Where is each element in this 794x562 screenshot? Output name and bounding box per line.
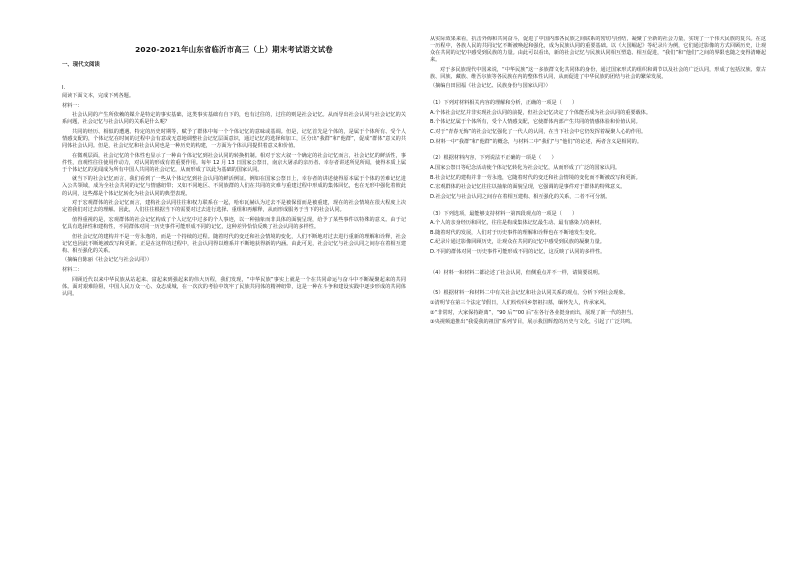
instruction-line: 阅读下面文本，完成下列各题。	[62, 93, 134, 99]
option-d: D.材料一中“我群”和“他群”的概念，与材料二中“我们”与“他们”的论述，两者含义是相同的。	[430, 138, 642, 145]
option-b: B.随着时代的发展，人们对于历史事件的理解和诠释也在不断地发生变化。	[430, 229, 600, 236]
right-column	[430, 36, 766, 556]
option-a: A.国家公祭日等纪念活动使个体记忆转化为社会记忆，从而形成了广泛的国家认同。	[430, 164, 621, 171]
paragraph: 就当下的社会记忆而言，我们看到了一些从个体记忆到社会认同的鲜活例证。例如在国家公祭日上，幸存者的讲述使得原本属于个体的苦难记忆进入公共领域，成为全社会共同的记忆与情感纽带；又如不同地区、不同族群的人们在共同的灾难与重建过程中形成的集体回忆，也在无形中强化着彼此的认同，这些都是个体记忆转化为社会认同的典型表现。	[62, 176, 406, 197]
paragraph: 值得重视的是，宏观群体的社会记忆构成了个人记忆中过多的个人事迹，以一种抽象而非具体的面貌呈现，给予了某些事件以特殊的意义。由于记忆具有选择性和建构性，不同群体对同一历史事件可能形成不同的记忆，这种差异恰恰反映了社会认同的多样性。	[62, 216, 406, 230]
option-c: C.对于“青春无悔”的社会记忆强化了一代人的认同，在当下社会中它仍发挥着凝聚人心的作用。	[430, 129, 647, 136]
question-1: （1）下列对材料相关内容的理解和分析，正确的一项是（ ）	[430, 100, 578, 107]
paragraph: 共同的经历、相似的遭遇、特定的历史时期等，赋予了群体中每一个个体记忆的意味或基调。但是，记忆首先是个体的，是属于个体所有、受个人情感支配的，个体记忆在时间的过程中会有意或无意地调整社会记忆层面意识，通过记忆的选择和加工，区分出“我群”和“他群”，促成“群体”意义的共同体社会认同。但是，社会记忆和社会认同也是一种历史的构建，一方面为个体认同提供着意义和价值。	[62, 128, 406, 150]
source-citation: （摘编自田园福《社会记忆、民族身份与国家认同》）	[430, 83, 551, 90]
option-a: A.个人的亲身经历和回忆，往往是构成集体记忆最生动、最有感染力的素材。	[430, 220, 605, 227]
material-label: 材料一：	[62, 102, 83, 109]
paragraph: 对于宏观群体的社会记忆而言，建构社会认同往往和权力联系在一起，哈布瓦赫认为过去不是被保留而是被重建，现在的社会情境在很大程度上决定着我们对过去的理解。因此，人们往往根据当下的需要对过去进行选择、重组和再解释，从而形成服务于当下的社会认同。	[62, 200, 406, 214]
option-c: C.宏观群体的社会记忆往往以抽象的面貌呈现，它强调的是事件对于群体的特殊意义。	[430, 184, 626, 191]
option-d: D.不同的群体对同一历史事件可能形成不同的记忆，这反映了认同的多样性。	[430, 249, 606, 256]
paragraph: 从实际效果来看，抗击外侮和共同奋斗，促进了中国内部各民族之间联系的密切与团结，凝聚了全新的社会力量，实现了一个伟大民族的复兴。在这一历程中，各族人民的共同记忆不断被唤起和强化，成为民族认同的重要基础。以《大国崛起》等纪录片为例，它们通过影像的方式回顾历史，让观众在共同的记忆中感受到民族的力量。由此可以看出，新的社会记忆与民族认同相互塑造、相互促进，“我们”和“他们”之间的界限也随之变得清晰起来。	[430, 36, 766, 64]
paragraph: 回顾近代以来中华民族从站起来、富起来到强起来的伟大历程，我们发现，“中华民族”事实上就是一个在共同命运与奋斗中不断凝聚起来的共同体。面对艰难险阻，中国人民万众一心、众志成城，在一次次的考验中筑牢了民族共同体的精神纽带，这是一种在斗争和建设实践中逐步形成的共同体认同。	[62, 276, 406, 297]
left-column	[62, 32, 406, 552]
question-4: （4）材料一和材料二都论述了社会认同，但侧重点并不一样，请简要说明。	[430, 269, 603, 276]
paragraph: 对于多民族现代中国来说，“中华民族”这一多族群文化共同体的身份，通过国家形式的组织和调节以及社会的广泛认同，形成了包括汉族、蒙古族、回族、藏族、维吾尔族等各民族在内的整体性认同，从而促进了中华民族的团结与社会的繁荣发展。	[430, 66, 766, 80]
option-b: B.社会记忆的建构并非一劳永逸，它随着时代的变迁和社会情境的变化而不断被改写和更新。	[430, 174, 641, 181]
paragraph: 在微观层面，社会记忆的个体性也显示了一种由个体记忆到社会认同的转换机制。相对于宏大叙一个确定的社会记忆而言，社会记忆的鲜活性，事件性，直观性往往使用作动力，对认同的形成有着重要作用。每年 12 月 13 日国家公祭日，南京大屠杀的亲历者、幸存者讲述所见所闻，使得本质上属于个体记忆的见闻成为所有中国人共同的社会记忆，从而形成了以此为基础的国家认同。	[62, 152, 406, 173]
option-d: D.社会记忆与社会认同之间存在着相互建构、相互强化的关系，二者不可分割。	[430, 193, 611, 200]
phenomenon-2: ②“非常时，大家保持距离”，“90 后”“00 后”在各行各业挺身而出，展现了新一代的担当。	[430, 309, 637, 316]
question-2: （2）根据材料内容，下列说法不正确的一项是（ ）	[430, 155, 557, 162]
paragraph: 但社会记忆的建构并不是一劳永逸的，而是一个持续的过程。随着时代的变迁和社会情境的变化，人们不断地对过去进行重新的理解和诠释，社会记忆也因此不断地被改写和更新。正是在这样的过程中，社会认同得以维系并不断地获得新的内涵。由此可见，社会记忆与社会认同之间存在着相互建构、相互强化的关系。	[62, 233, 406, 254]
source-citation: （摘编自陈丽《社会记忆与社会认同》）	[62, 257, 152, 264]
phenomenon-3: ③央视频道推出“我爱我的祖国”系列节目，展示我国辉煌的历史与文化，引起了广泛共鸣。	[430, 319, 636, 326]
option-a: A.个体社会记忆并非实现社会认同的前提，但社会记忆决定了个体能否成为社会认同的重要载体。	[430, 109, 651, 116]
exam-title: 2020-2021年山东省临沂市高三（上）期末考试语文试卷	[135, 45, 333, 54]
question-3: （3）下列选项，最能够支持材料一第四段观点的一项是（ ）	[430, 210, 578, 217]
option-c: C.纪录片通过影像回顾历史，让观众在共同的记忆中感受到民族的凝聚力量。	[430, 239, 605, 246]
option-b: B.个体记忆属于个体所有，受个人情感支配，它使群体内部产生共同的情感体验和价值认同。	[430, 119, 641, 126]
material-label: 材料二：	[62, 266, 83, 273]
question-5: （5）根据材料一和材料二中有关社会记忆和社会认同关系的观点，分析下列社会现象。	[430, 290, 629, 297]
paragraph: 社会认同的产生所依赖的媒介是特定的事实基础，这类事实基础有自下的，也有过往的，过往的则是社会记忆。从而导出社会认同与社会记忆的关系问题，社会记忆与社会认同的关系是什么呢？	[62, 112, 406, 126]
section-heading: 一、现代文阅读	[62, 62, 100, 68]
phenomenon-1: ①清明节在第三个法定节假日，人们纷纷回乡祭祖扫墓，缅怀先人，传承家风。	[430, 300, 610, 306]
question-number: I.	[62, 85, 66, 91]
